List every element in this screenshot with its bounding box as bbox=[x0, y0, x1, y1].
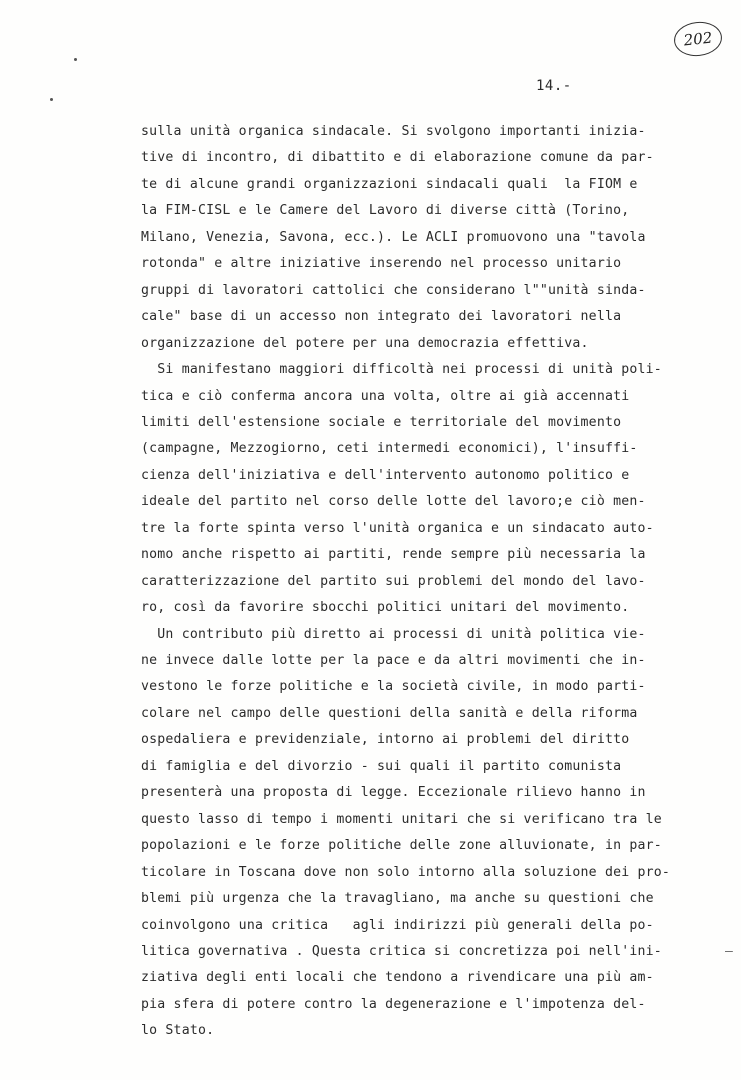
text-line: colare nel campo delle questioni della sanità e della riforma bbox=[141, 705, 638, 721]
scan-speck bbox=[74, 58, 77, 61]
text-line: cale" base di un accesso non integrato dei lavoratori nella bbox=[141, 309, 622, 325]
text-line: vestono le forze politiche e la società civile, in modo parti- bbox=[141, 679, 646, 695]
text-line: popolazioni e le forze politiche delle zone alluvionate, in par- bbox=[141, 838, 662, 854]
text-line: litica governativa . Questa critica si concretizza poi nell'ini- bbox=[141, 943, 662, 959]
text-line: Milano, Venezia, Savona, ecc.). Le ACLI promuovono una "tavola bbox=[141, 229, 646, 245]
page-number: 14.- bbox=[536, 78, 572, 94]
text-line: ideale del partito nel corso delle lotte del lavoro;e ciò men- bbox=[141, 494, 646, 510]
text-line: blemi più urgenza che la travagliano, ma anche su questioni che bbox=[141, 891, 654, 907]
text-line: Un contributo più diretto ai processi di unità politica vie- bbox=[141, 626, 646, 642]
text-line: pia sfera di potere contro la degenerazione e l'impotenza del- bbox=[141, 996, 646, 1012]
text-line: lo Stato. bbox=[141, 1023, 215, 1039]
text-line: Si manifestano maggiori difficoltà nei processi di unità poli- bbox=[141, 362, 662, 378]
text-line: tive di incontro, di dibattito e di elaborazione comune da par- bbox=[141, 150, 654, 166]
text-line: rotonda" e altre iniziative inserendo nel processo unitario bbox=[141, 256, 622, 272]
text-line: tre la forte spinta verso l'unità organica e un sindacato auto- bbox=[141, 520, 654, 536]
text-line: ne invece dalle lotte per la pace e da altri movimenti che in- bbox=[141, 653, 646, 668]
text-line: la FIM-CISL e le Camere del Lavoro di diverse città (Torino, bbox=[141, 203, 630, 219]
text-line: limiti dell'estensione sociale e territoriale del movimento bbox=[141, 414, 622, 430]
text-line: di famiglia e del divorzio - sui quali il partito comunista bbox=[141, 758, 622, 774]
scan-speck bbox=[50, 98, 53, 101]
text-line: nomo anche rispetto ai partiti, rende sempre più necessaria la bbox=[141, 547, 646, 563]
text-line: ro, così da favorire sbocchi politici unitari del movimento. bbox=[141, 600, 630, 616]
text-line: questo lasso di tempo i momenti unitari che si verificano tra le bbox=[141, 811, 662, 827]
text-line: ticolare in Toscana dove non solo intorno alla soluzione dei pro- bbox=[141, 864, 671, 880]
text-line: (campagne, Mezzogiorno, ceti intermedi economici), l'insuffi- bbox=[141, 441, 638, 457]
text-line: coinvolgono una critica agli indirizzi più generali della po- bbox=[141, 917, 654, 933]
text-line: organizzazione del potere per una democrazia effettiva. bbox=[141, 335, 589, 351]
text-line: sulla unità organica sindacale. Si svolgono importanti inizia- bbox=[141, 124, 646, 139]
text-line: caratterizzazione del partito sui problemi del mondo del lavo- bbox=[141, 573, 646, 589]
text-line: cienza dell'iniziativa e dell'intervento autonomo politico e bbox=[141, 467, 630, 483]
archive-page-stamp: 202 bbox=[672, 20, 723, 59]
text-line: tica e ciò conferma ancora una volta, oltre ai già accennati bbox=[141, 388, 630, 404]
text-line: presenterà una proposta di legge. Eccezionale rilievo hanno in bbox=[141, 785, 646, 801]
text-line: gruppi di lavoratori cattolici che considerano l""unità sinda- bbox=[141, 282, 646, 298]
margin-mark: – bbox=[725, 944, 733, 959]
text-line: te di alcune grandi organizzazioni sindacali quali la FIOM e bbox=[141, 176, 638, 192]
text-line: ziativa degli enti locali che tendono a rivendicare una più am- bbox=[141, 970, 654, 986]
text-line: ospedaliera e previdenziale, intorno ai problemi del diritto bbox=[141, 732, 630, 748]
